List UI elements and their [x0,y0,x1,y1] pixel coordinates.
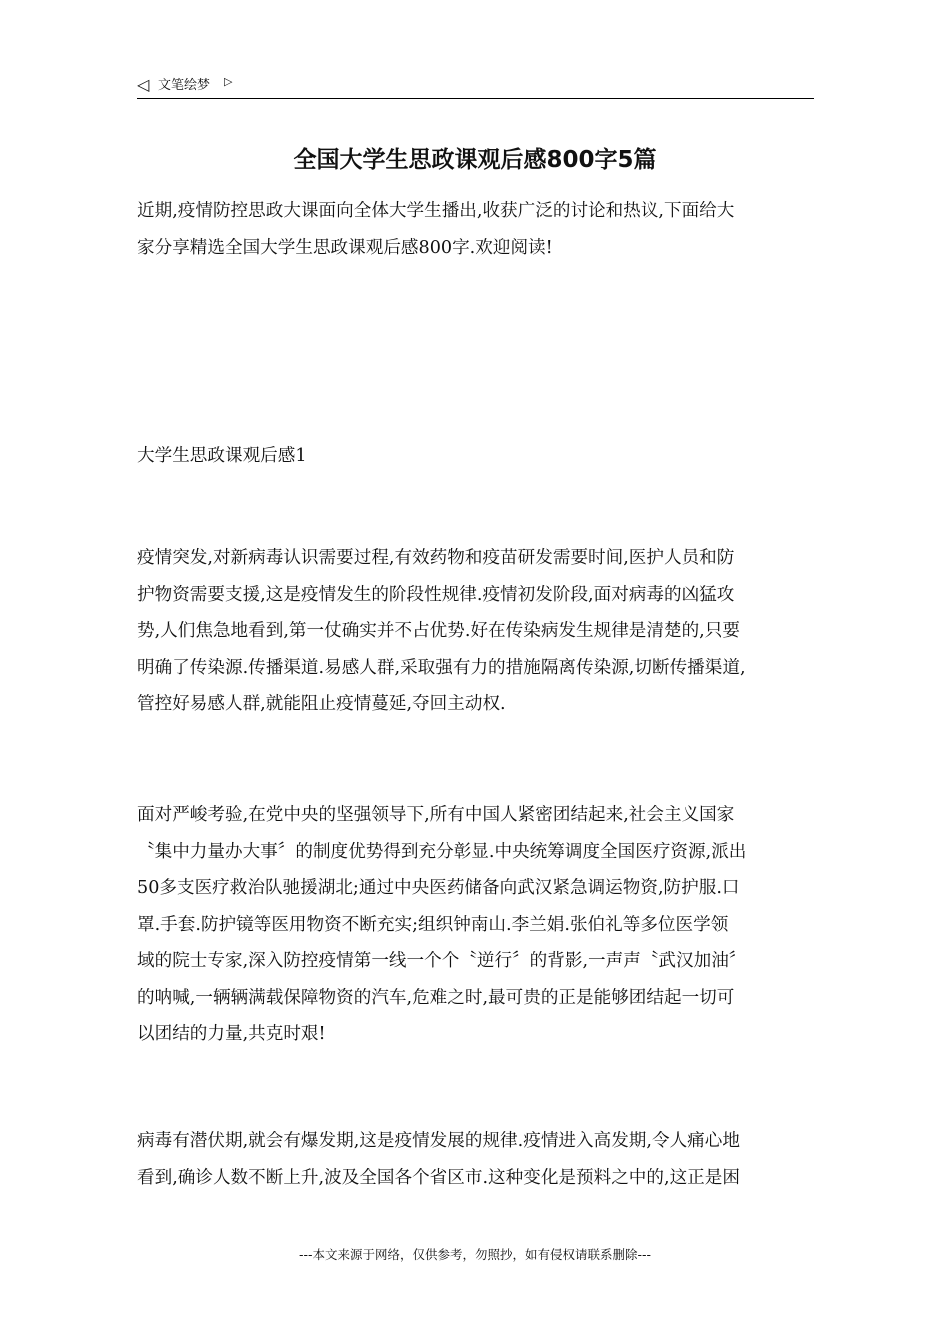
text-line: 50多支医疗救治队驰援湖北;通过中央医药储备向武汉紧急调运物资,防护服.口 [137,878,740,898]
page-footer: ---本文来源于网络，仅供参考，勿照抄，如有侵权请联系删除--- [298,1247,652,1262]
text-line: 病毒有潜伏期,就会有爆发期,这是疫情发展的规律.疫情进入高发期,令人痛心地 [137,1131,740,1151]
text-line: 家分享精选全国大学生思政课观后感800字.欢迎阅读! [137,237,553,258]
text-line: 疫情突发,对新病毒认识需要过程,有效药物和疫苗研发需要时间,医护人员和防 [137,548,735,568]
intro-paragraph [137,193,815,266]
section-heading [137,438,815,475]
text-line: 明确了传染源.传播渠道.易感人群,采取强有力的措施隔离传染源,切断传播渠道, [137,657,746,678]
document-title: 全国大学生思政课观后感800字5篇 [293,147,657,173]
text-line: 罩.手套.防护镜等医用物资不断充实;组织钟南山.李兰娟.张伯礼等多位医学领 [137,914,729,935]
triangle-left-icon: ◁ [137,75,150,94]
section-heading-text: 大学生思政课观后感1 [137,446,307,466]
text-line: 的呐喊,一辆辆满载保障物资的汽车,危难之时,最可贵的正是能够团结起一切可 [137,987,735,1008]
body-paragraph-1 [137,540,815,723]
text-line: 近期,疫情防控思政大课面向全体大学生播出,收获广泛的讨论和热议,下面给大 [137,201,735,221]
body-paragraph-2 [137,797,815,1053]
text-line: 〝集中力量办大事〞的制度优势得到充分彰显.中央统筹调度全国医疗资源,派出 [137,841,747,862]
page-header [137,76,814,99]
text-line: 域的院士专家,深入防控疫情第一线一个个〝逆行〞的背影,一声声〝武汉加油〞 [137,951,747,971]
text-line: 护物资需要支援,这是疫情发生的阶段性规律.疫情初发阶段,面对病毒的凶猛攻 [137,584,735,605]
text-line: 势,人们焦急地看到,第一仗确实并不占优势.好在传染病发生规律是清楚的,只要 [137,621,740,641]
text-line: 以团结的力量,共克时艰! [137,1024,326,1044]
brand-name: 文笔绘梦 [158,78,211,93]
text-line: 看到,确诊人数不断上升,波及全国各个省区市.这种变化是预料之中的,这正是困 [137,1167,740,1188]
body-paragraph-3 [137,1123,815,1196]
text-line: 管控好易感人群,就能阻止疫情蔓延,夺回主动权. [137,694,506,714]
text-line: 面对严峻考验,在党中央的坚强领导下,所有中国人紧密团结起来,社会主义国家 [137,805,735,825]
triangle-right-icon: ▷ [224,75,233,88]
